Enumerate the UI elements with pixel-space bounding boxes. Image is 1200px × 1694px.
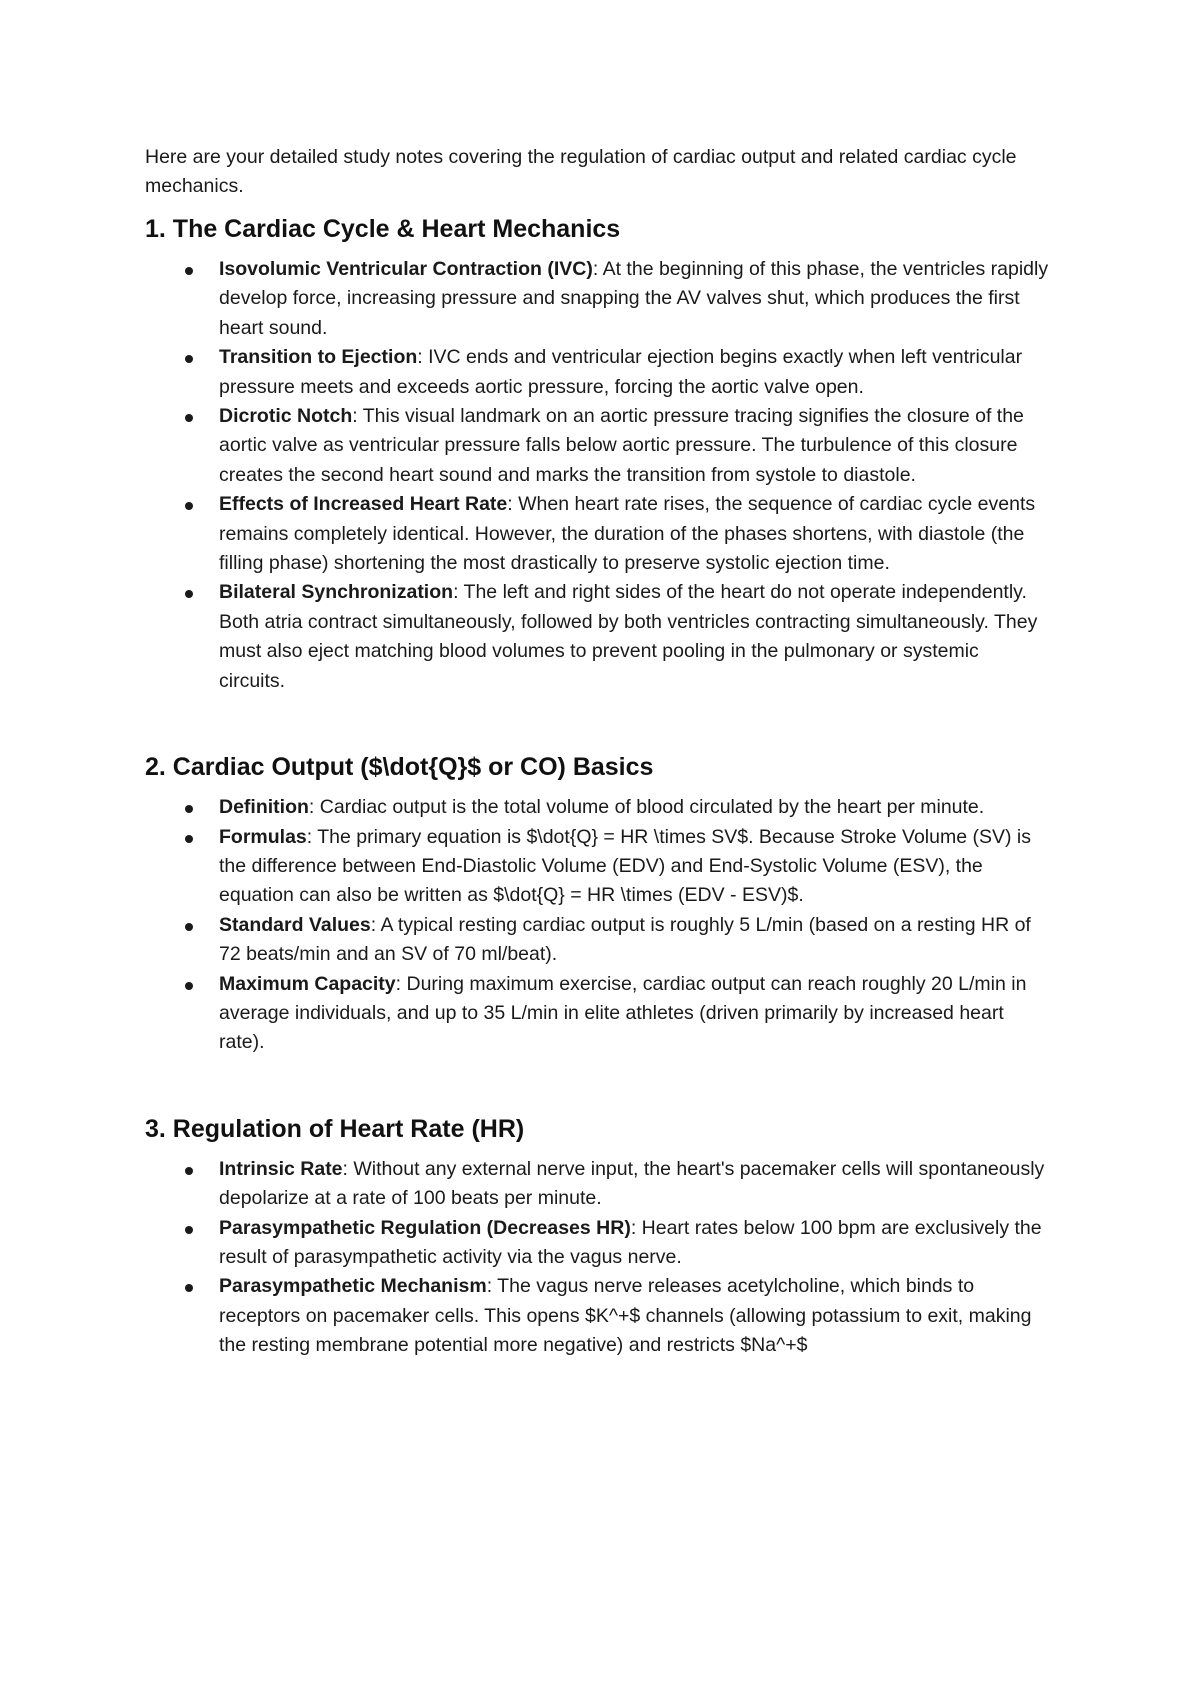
bullet-list [145, 1155, 1050, 1361]
item-term: Isovolumic Ventricular Contraction (IVC) [219, 258, 593, 280]
bullet-icon [185, 1167, 193, 1175]
list-item [219, 1272, 1050, 1360]
item-text: : IVC ends and ventricular ejection begins exactly when left ventricular pressure meets and exceeds aortic pressure, forcing the aortic valve open. [219, 346, 1023, 398]
item-text: : When heart rate rises, the sequence of cardiac cycle events remains completely identical. However, the duration of the phases shortens, with diastole (the filling phase) shortening the most drastically to preserve systolic ejection time. [219, 493, 1036, 575]
item-text: : During maximum exercise, cardiac output can reach roughly 20 L/min in average individuals, and up to 35 L/min in elite athletes (driven primarily by increased heart rate). [219, 972, 1027, 1054]
section-heading: 2. Cardiac Output ($\dot{Q}$ or CO) Basics [145, 753, 654, 782]
bullet-icon [185, 355, 193, 363]
item-term: Parasympathetic Regulation (Decreases HR) [219, 1216, 631, 1239]
item-text: : The primary equation is $\dot{Q} = HR \times SV$. Because Stroke Volume (SV) is the difference between End-Diastolic Volume (EDV) and End-Systolic Volume (ESV), the equation can also be written as $\dot{Q} = HR \times (EDV - ESV)$. [219, 825, 1031, 907]
item-text: : Without any external nerve input, the heart's pacemaker cells will spontaneously depolarize at a rate of 100 beats per minute. [219, 1157, 1045, 1210]
list-item [219, 402, 1050, 490]
bullet-icon [185, 923, 193, 931]
item-text: : The left and right sides of the heart do not operate independently. Both atria contract simultaneously, followed by both ventricles contracting simultaneously. They must also eject matching blood volumes to prevent pooling in the pulmonary or systemic circuits. [219, 581, 1038, 692]
bullet-icon [185, 982, 193, 990]
bullet-icon [185, 414, 193, 422]
section-heart-rate [145, 1113, 1050, 1361]
list-item [219, 823, 1050, 911]
item-term: Dicrotic Notch [219, 405, 353, 428]
item-term: Transition to Ejection [219, 346, 418, 369]
item-term: Bilateral Synchronization [219, 581, 454, 604]
section-heading: 1. The Cardiac Cycle & Heart Mechanics [145, 215, 621, 243]
item-term: Maximum Capacity [219, 972, 396, 995]
item-text: : A typical resting cardiac output is roughly 5 L/min (based on a resting HR of 72 beats/min and an SV of 70 ml/beat). [219, 913, 1031, 966]
item-text: : This visual landmark on an aortic pressure tracing signifies the closure of the aortic valve as ventricular pressure falls below aortic pressure. The turbulence of this closure creates the second heart sound and marks the transition from systole to diastole. [219, 405, 1024, 486]
list-item [219, 970, 1050, 1058]
item-text: : At the beginning of this phase, the ventricles rapidly develop force, increasing pressure and snapping the AV valves shut, which produces the first heart sound. [219, 258, 1049, 339]
item-text: : Cardiac output is the total volume of blood circulated by the heart per minute. [308, 796, 985, 819]
section-cardiac-cycle [145, 213, 1050, 696]
intro-paragraph: Here are your detailed study notes covering the regulation of cardiac output and related cardiac cycle mechanics. [145, 146, 1017, 197]
list-item [219, 911, 1050, 970]
section-spacer [145, 696, 1050, 751]
list-item [219, 1214, 1050, 1273]
section-spacer [145, 1058, 1050, 1113]
item-term: Standard Values [219, 913, 371, 936]
bullet-list [145, 255, 1050, 696]
item-term: Effects of Increased Heart Rate [219, 493, 508, 516]
item-term: Formulas [219, 825, 307, 848]
item-text: : The vagus nerve releases acetylcholine, which binds to receptors on pacemaker cells. This opens $K^+$ channels (allowing potassium to exit, making the resting membrane potential more negative) and restricts $Na^+$ [219, 1275, 1032, 1357]
bullet-icon [185, 590, 193, 598]
list-item [219, 793, 1050, 822]
item-term: Definition [219, 796, 309, 819]
list-item [219, 490, 1050, 578]
bullet-icon [185, 1284, 193, 1292]
item-term: Parasympathetic Mechanism [219, 1275, 487, 1298]
bullet-icon [185, 805, 193, 813]
item-text: : Heart rates below 100 bpm are exclusively the result of parasympathetic activity via the vagus nerve. [219, 1216, 1042, 1268]
section-heading: 3. Regulation of Heart Rate (HR) [145, 1114, 525, 1143]
list-item [219, 343, 1050, 402]
list-item [219, 255, 1050, 343]
bullet-icon [185, 267, 193, 275]
bullet-list [145, 793, 1050, 1058]
item-term: Intrinsic Rate [219, 1157, 343, 1180]
bullet-icon [185, 835, 193, 843]
section-cardiac-output [145, 751, 1050, 1058]
list-item [219, 578, 1050, 696]
bullet-icon [185, 502, 193, 510]
bullet-icon [185, 1226, 193, 1234]
list-item [219, 1155, 1050, 1214]
